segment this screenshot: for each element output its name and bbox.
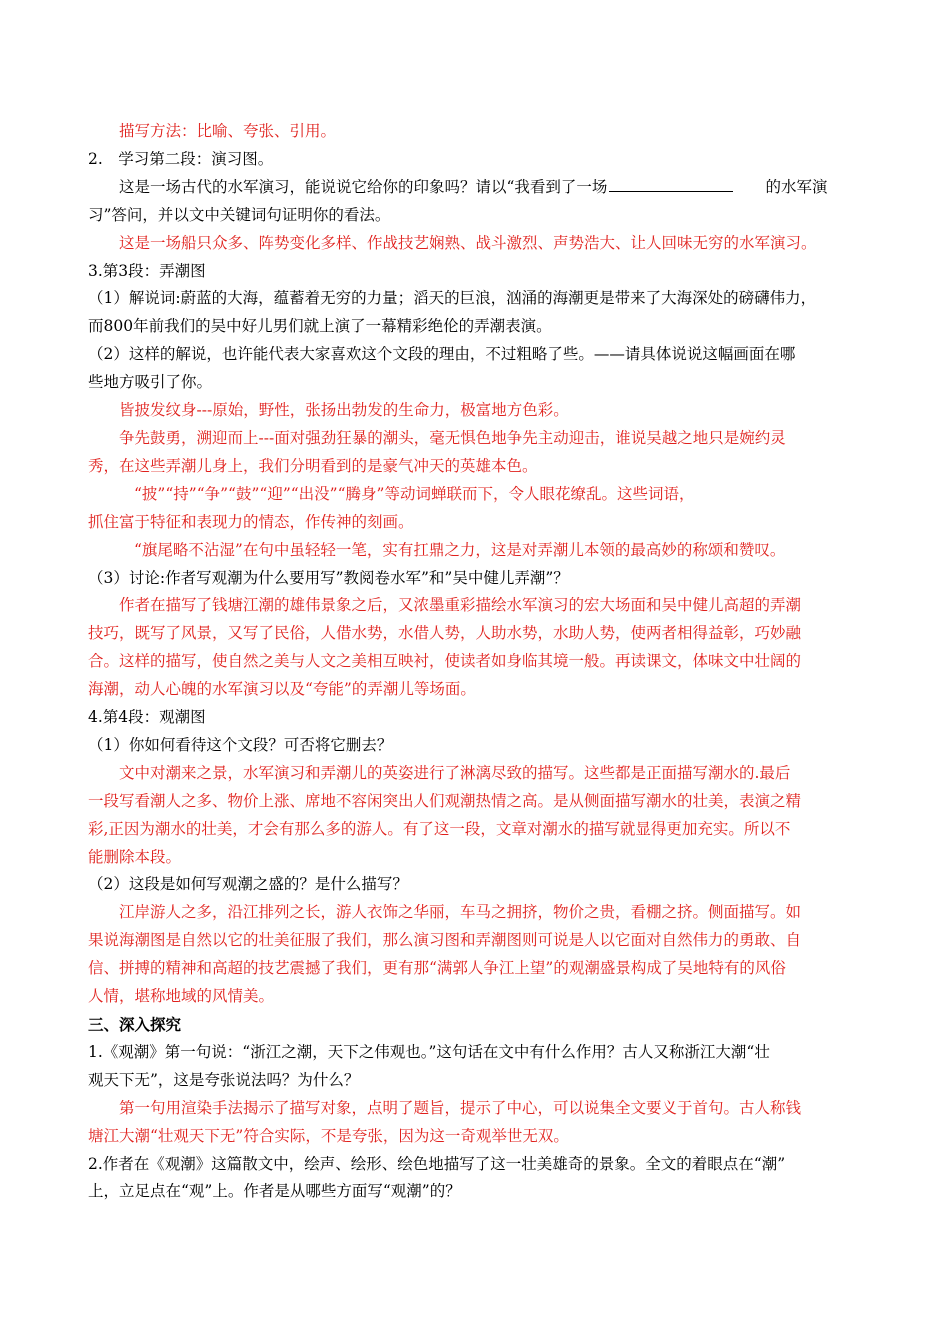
answer-line: 作者在描写了钱塘江潮的雄伟景象之后，又浓墨重彩描绘水军演习的宏大场面和吴中健儿高超的弄潮 (119, 596, 802, 615)
text-line: （2）这段是如何写观潮之盛的？是什么描写？ (88, 875, 408, 894)
text-line: 些地方吸引了你。 (88, 373, 213, 392)
answer-line: 一段写看潮人之多、物价上涨、席地不容闲突出人们观潮热情之高。是从侧面描写潮水的壮美，表演之精 (88, 791, 802, 810)
answer-line: 皆披发纹身---原始，野性，张扬出勃发的生命力，极富地方色彩。 (119, 401, 569, 420)
answer-line: 第一句用渲染手法揭示了描写对象，点明了题旨，提示了中心，可以说集全文要义于首句。古人称钱 (119, 1098, 802, 1117)
text-line: （1）解说词:蔚蓝的大海，蕴蓄着无穷的力量；滔天的巨浪，汹涌的海潮更是带来了大海深处的磅礴伟力， (88, 289, 817, 308)
text-line: 而800年前我们的吴中好儿男们就上演了一幕精彩绝伦的弄潮表演。 (88, 317, 552, 336)
text-line: 习”答问，并以文中关键词句证明你的看法。 (88, 205, 391, 224)
question-with-blank-line (88, 174, 868, 202)
answer-line: 争先鼓勇，溯迎而上---面对强劲狂暴的潮头，毫无惧色地争先主动迎击，谁说吴越之地只是婉约灵 (119, 428, 786, 447)
text-line: （3）讨论:作者写观潮为什么要用写”教阅卷水军”和”吴中健儿弄潮”？ (88, 568, 569, 587)
answer-line: “披”“持”“争”“鼓”“迎”“出没”“腾身”等动词蝉联而下，令人眼花缭乱。这些词语， (134, 484, 695, 503)
fill-in-blank (609, 176, 733, 192)
section-heading: 三、深入探究 (88, 1015, 182, 1034)
answer-line: 能删除本段。 (88, 847, 182, 866)
answer-line: 江岸游人之多，沿江排列之长，游人衣饰之华丽，车马之拥挤，物价之贵，看棚之挤。侧面描写。如 (119, 903, 802, 922)
answer-line: 人情，堪称地域的风情美。 (88, 987, 275, 1006)
answer-line: “旗尾略不沾湿”在句中虽轻轻一笔，实有扛鼎之力，这是对弄潮儿本领的最高妙的称颂和赞叹。 (134, 540, 786, 559)
text-line: 4.第4段：观潮图 (88, 708, 206, 727)
answer-line: 果说海潮图是自然以它的壮美征服了我们，那么演习图和弄潮图则可说是人以它面对自然伟力的勇敢、自 (88, 931, 802, 950)
question-text-after-blank: 的水军演 (765, 177, 828, 196)
text-line: 上，立足点在“观”上。作者是从哪些方面写“观潮”的？ (88, 1182, 461, 1201)
document-page (88, 118, 868, 1206)
answer-line: 文中对潮来之景，水军演习和弄潮儿的英姿进行了淋漓尽致的描写。这些都是正面描写潮水的.最后 (119, 763, 791, 782)
answer-line: 这是一场船只众多、阵势变化多样、作战技艺娴熟、战斗激烈、声势浩大、让人回味无穷的水军演习。 (119, 233, 817, 252)
answer-line: 信、拼搏的精神和高超的技艺震撼了我们，更有那“满郭人争江上望”的观潮盛景构成了吴地特有的风俗 (88, 959, 786, 978)
text-line: 1.《观潮》第一句说：“浙江之潮，天下之伟观也。”这句话在文中有什么作用？古人又称浙江大潮“壮 (88, 1042, 770, 1061)
text-line: 2. 学习第二段：演习图。 (88, 149, 274, 168)
answer-line: 秀，在这些弄潮儿身上，我们分明看到的是豪气冲天的英雄本色。 (88, 456, 538, 475)
text-line: 3.第3段：弄潮图 (88, 261, 206, 280)
answer-line: 彩,正因为潮水的壮美，才会有那么多的游人。有了这一段，文章对潮水的描写就显得更加充实。所以不 (88, 819, 791, 838)
answer-line: 海潮，动人心魄的水军演习以及“夸能”的弄潮儿等场面。 (88, 680, 476, 699)
question-text-before-blank: 这是一场古代的水军演习，能说说它给你的印象吗？请以“我看到了一场 (119, 177, 608, 196)
answer-line: 合。这样的描写，使自然之美与人文之美相互映衬，使读者如身临其境一般。再读课文，体味文中壮阔的 (88, 652, 802, 671)
text-line: 2.作者在《观潮》这篇散文中，绘声、绘形、绘色地描写了这一壮美雄奇的景象。全文的着眼点在“潮” (88, 1154, 786, 1173)
answer-line: 描写方法：比喻、夸张、引用。 (119, 122, 337, 140)
answer-line: 抓住富于特征和表现力的情态，作传神的刻画。 (88, 512, 414, 531)
answer-line: 技巧，既写了风景，又写了民俗，人借水势，水借人势，人助水势，水助人势，使两者相得益彰，巧妙融 (88, 624, 802, 643)
answer-line: 塘江大潮“壮观天下无”符合实际，不是夸张，因为这一奇观举世无双。 (88, 1126, 569, 1145)
text-line: 观天下无”，这是夸张说法吗？为什么？ (88, 1070, 360, 1089)
text-line: （2）这样的解说，也许能代表大家喜欢这个文段的理由，不过粗略了些。——请具体说说这幅画面在哪 (88, 345, 796, 364)
text-line: （1）你如何看待这个文段？可否将它删去？ (88, 735, 393, 754)
